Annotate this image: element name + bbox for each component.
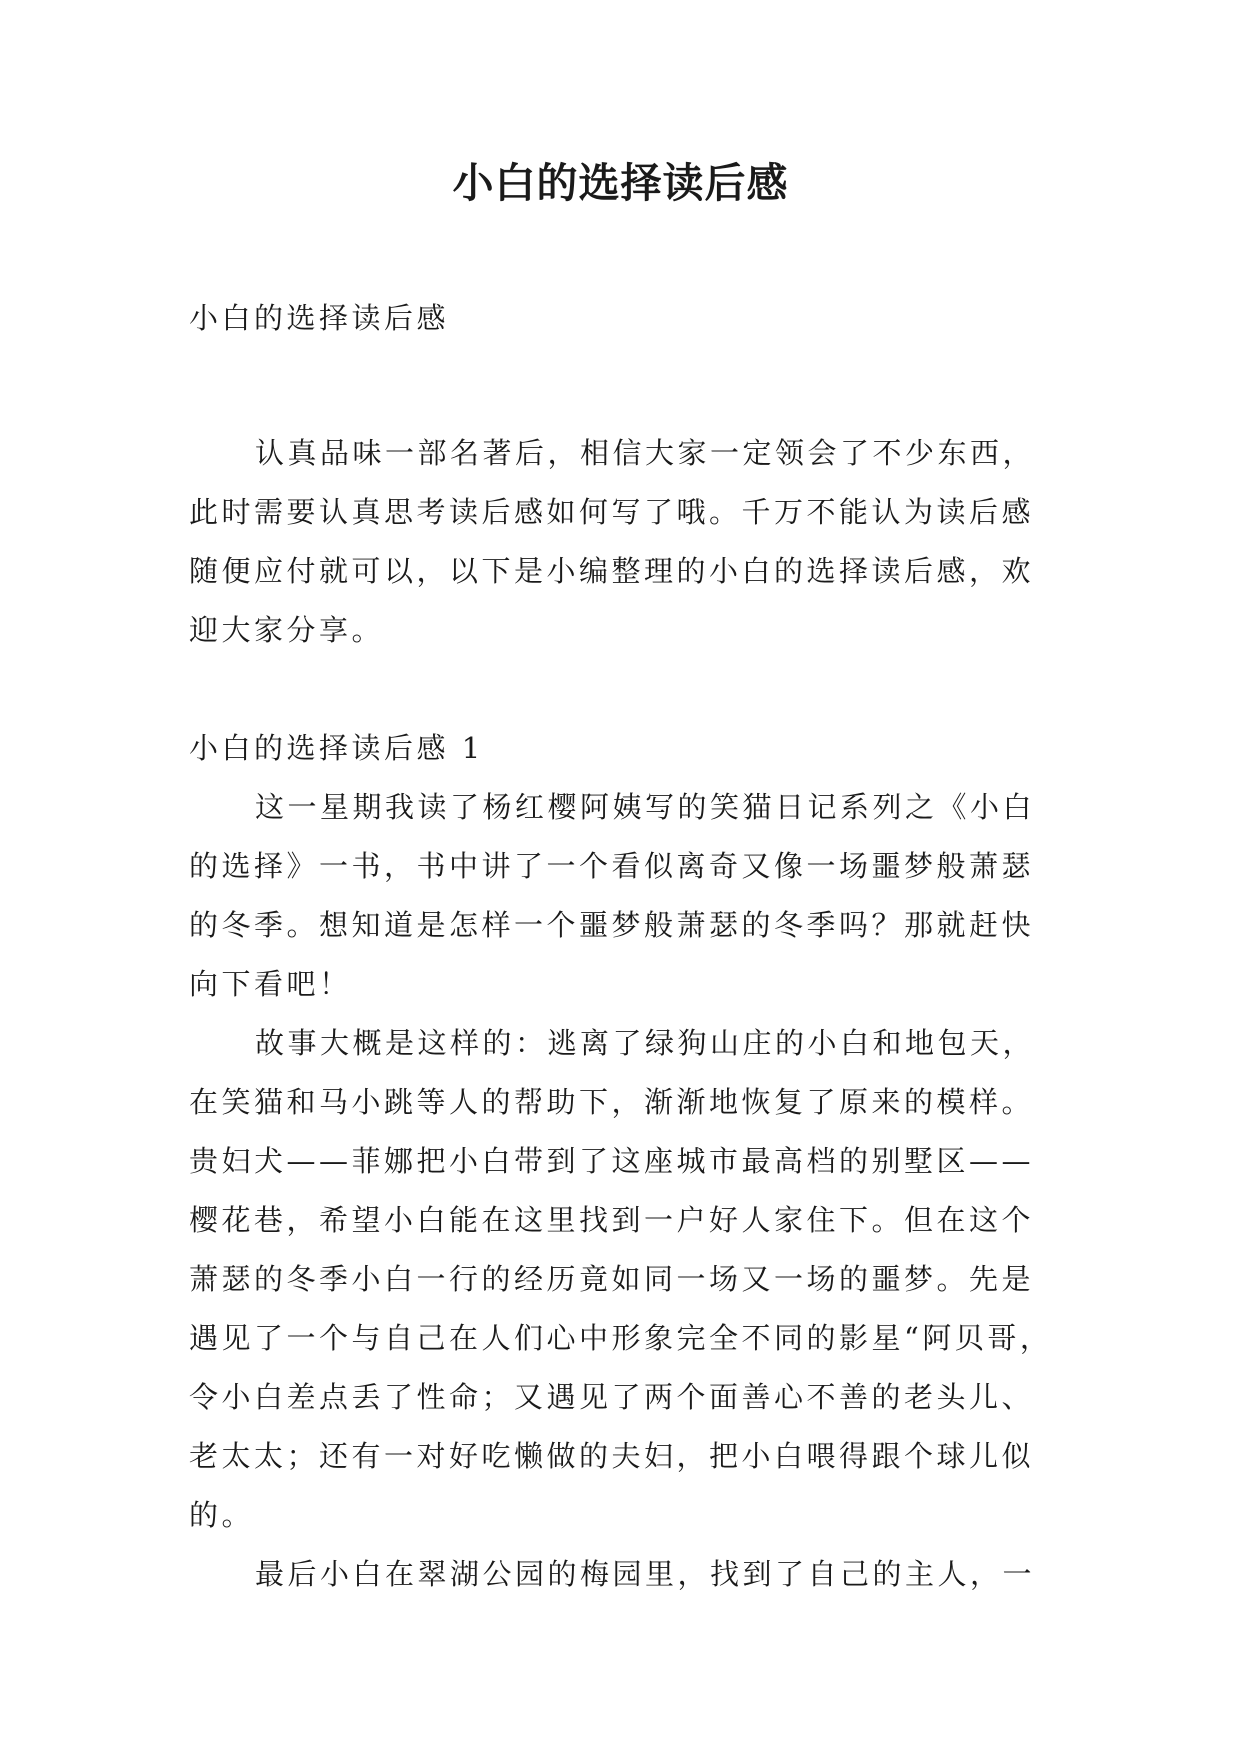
intro-paragraph: 认真品味一部名著后，相信大家一定领会了不少东西，此时需要认真思考读后感如何写了哦。千万不能认为读后感随便应付就可以，以下是小编整理的小白的选择读后感，欢迎大家分享。	[189, 436, 1036, 647]
document-title: 小白的选择读后感	[452, 159, 789, 207]
body-paragraph: 这一星期我读了杨红樱阿姨写的笑猫日记系列之《小白的选择》一书，书中讲了一个看似离奇又像一场噩梦般萧瑟的冬季。想知道是怎样一个噩梦般萧瑟的冬季吗？那就赶快向下看吧！	[189, 790, 1036, 1001]
body-paragraph: 故事大概是这样的：逃离了绿狗山庄的小白和地包天，在笑猫和马小跳等人的帮助下，渐渐地恢复了原来的模样。贵妇犬——菲娜把小白带到了这座城市最高档的别墅区——樱花巷，希望小白能在这里找到一户好人家住下。但在这个萧瑟的冬季小白一行的经历竟如同一场又一场的噩梦。先是遇见了一个与自己在人们心中形象完全不同的影星“阿贝哥，令小白差点丢了性命；又遇见了两个面善心不善的老头儿、老太太；还有一对好吃懒做的夫妇，把小白喂得跟个球儿似的。	[189, 1026, 1053, 1532]
section-heading: 小白的选择读后感 1	[189, 731, 484, 765]
spacer	[189, 660, 1059, 719]
spacer	[189, 348, 1059, 424]
body-paragraph: 最后小白在翠湖公园的梅园里，找到了自己的主人，一	[255, 1557, 1036, 1591]
document-subtitle: 小白的选择读后感	[189, 301, 450, 335]
document-body	[189, 289, 1059, 1604]
